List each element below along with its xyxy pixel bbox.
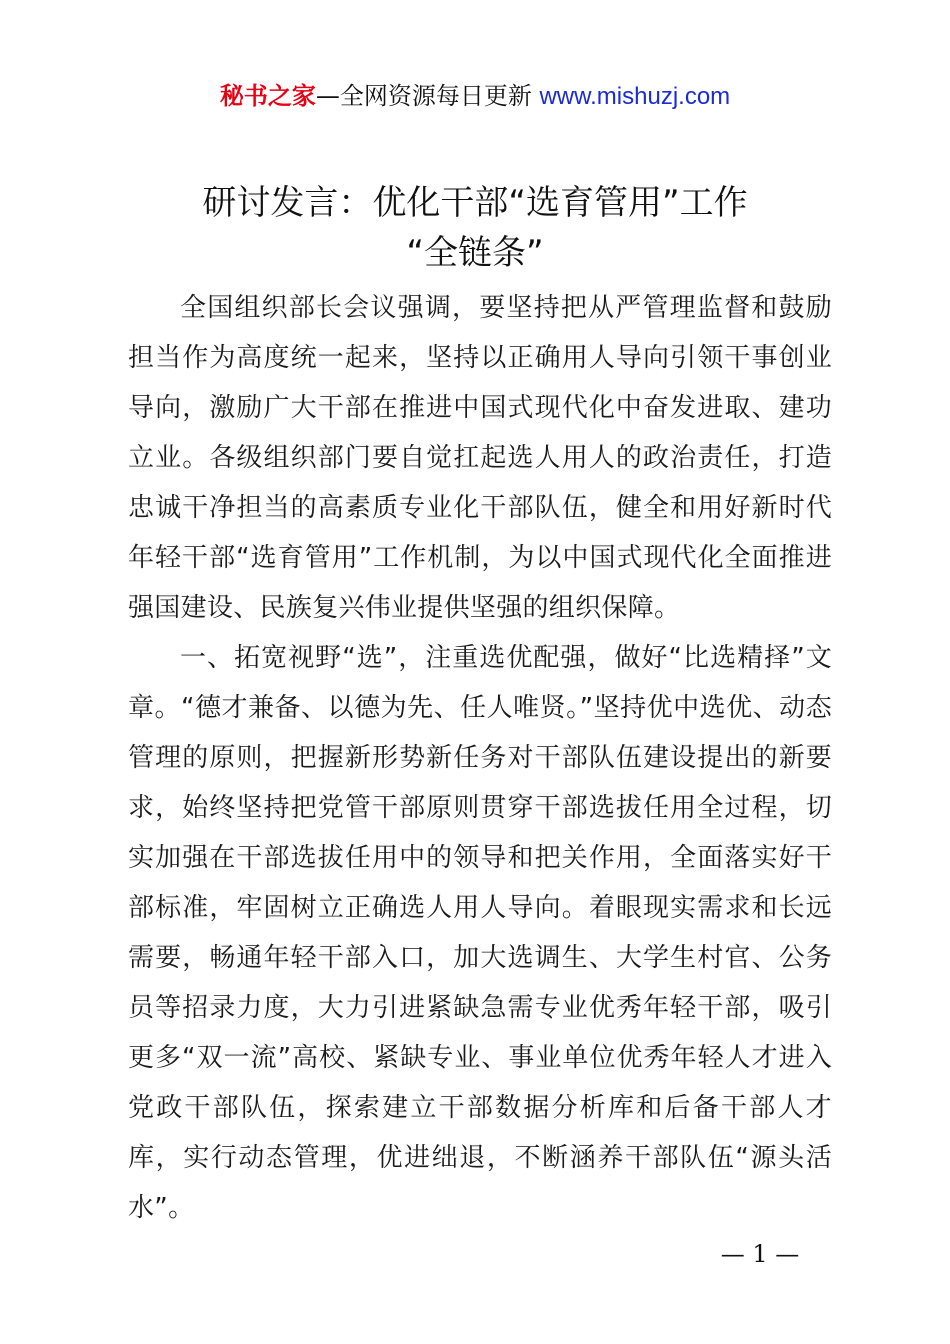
page-number: — 1 —	[720, 1240, 800, 1268]
document-title	[0, 178, 950, 278]
title-line-1: 研讨发言：优化干部“选育管用”工作	[202, 183, 748, 223]
body-paragraph-1: 全国组织部长会议强调，要坚持把从严管理监督和鼓励担当作为高度统一起来，坚持以正确用人导向引领干事创业导向，激励广大干部在推进中国式现代化中奋发进取、建功立业。各级组织部门要自觉扛起选人用人的政治责任，打造忠诚干净担当的高素质专业化干部队伍，健全和用好新时代年轻干部“选育管用”工作机制，为以中国式现代化全面推进强国建设、民族复兴伟业提供坚强的组织保障。	[128, 293, 832, 623]
section-heading-1: 一、拓宽视野“选”，注重选优配强，做好“比选精择”文章。	[128, 643, 832, 723]
title-line-2: “全链条”	[406, 233, 544, 273]
site-header	[0, 80, 950, 113]
body-paragraph-2	[128, 633, 832, 1233]
header-slogan: —全网资源每日更新	[315, 82, 532, 110]
document-body	[128, 283, 832, 1233]
brand-name: 秘书之家	[219, 82, 316, 110]
website-url: www.mishuzj.com	[539, 83, 731, 110]
section-text-1: “德才兼备、以德为先、任人唯贤。”坚持优中选优、动态管理的原则，把握新形势新任务对干部队伍建设提出的新要求，始终坚持把党管干部原则贯穿干部选拔任用全过程，切实加强在干部选拔任用中的领导和把关作用，全面落实好干部标准，牢固树立正确选人用人导向。着眼现实需求和长远需要，畅通年轻干部入口，加大选调生、大学生村官、公务员等招录力度，大力引进紧缺急需专业优秀年轻干部，吸引更多“双一流”高校、紧缺专业、事业单位优秀年轻人才进入党政干部队伍，探索建立干部数据分析库和后备干部人才库，实行动态管理，优进绌退，不断涵养干部队伍“源头活水”。	[128, 693, 832, 1223]
